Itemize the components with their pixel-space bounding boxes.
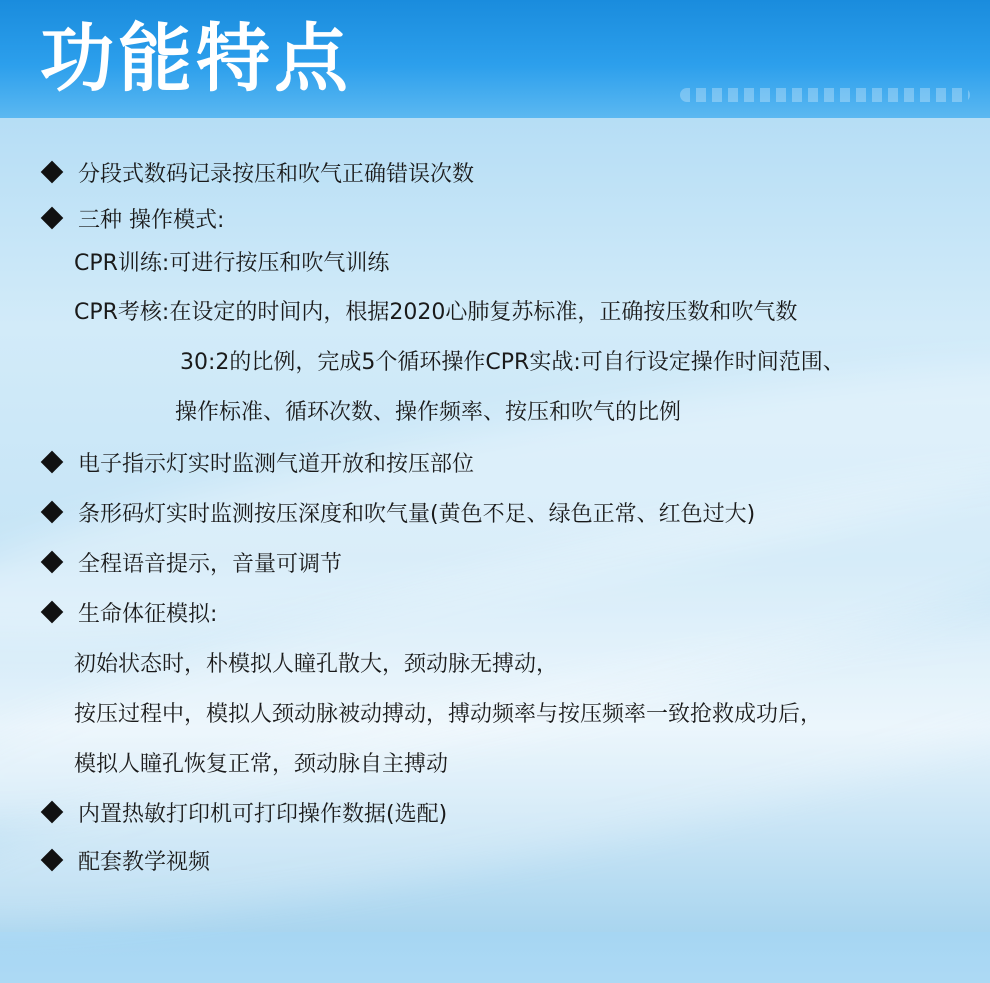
diamond-bullet-icon <box>41 501 64 524</box>
diamond-bullet-icon <box>41 849 64 872</box>
diamond-bullet-icon <box>41 601 64 624</box>
feature-subitem: 按压过程中，模拟人颈动脉被动搏动，搏动频率与按压频率一致抢救成功后， <box>74 702 823 727</box>
feature-item: 内置热敏打印机可打印操作数据(选配) <box>40 800 447 830</box>
feature-item: 生命体征模拟: <box>40 600 217 630</box>
page-title: 功能特点 <box>40 16 352 102</box>
feature-item: 电子指示灯实时监测气道开放和按压部位 <box>40 450 474 480</box>
diamond-bullet-icon <box>41 801 64 824</box>
feature-subitem: 操作标准、循环次数、操作频率、按压和吹气的比例 <box>175 400 682 425</box>
diamond-bullet-icon <box>41 207 64 230</box>
feature-subitem: 初始状态时，朴模拟人瞳孔散大，颈动脉无搏动， <box>74 652 559 677</box>
feature-subitem: 模拟人瞳孔恢复正常，颈动脉自主搏动 <box>74 752 449 777</box>
feature-item: 配套教学视频 <box>40 848 210 878</box>
feature-item: 分段式数码记录按压和吹气正确错误次数 <box>40 160 474 190</box>
diamond-bullet-icon <box>41 451 64 474</box>
feature-subitem: 30:2的比例，完成5个循环操作CPR实战:可自行设定操作时间范围、 <box>180 350 845 375</box>
feature-subitem: CPR训练:可进行按压和吹气训练 <box>74 251 390 276</box>
feature-item: 三种 操作模式: <box>40 206 224 236</box>
feature-item: 全程语音提示，音量可调节 <box>40 550 342 580</box>
diamond-bullet-icon <box>41 161 64 184</box>
feature-item: 条形码灯实时监测按压深度和吹气量(黄色不足、绿色正常、红色过大) <box>40 500 755 530</box>
diamond-bullet-icon <box>41 551 64 574</box>
feature-subitem: CPR考核:在设定的时间内，根据2020心肺复苏标准，正确按压数和吹气数 <box>74 300 798 325</box>
